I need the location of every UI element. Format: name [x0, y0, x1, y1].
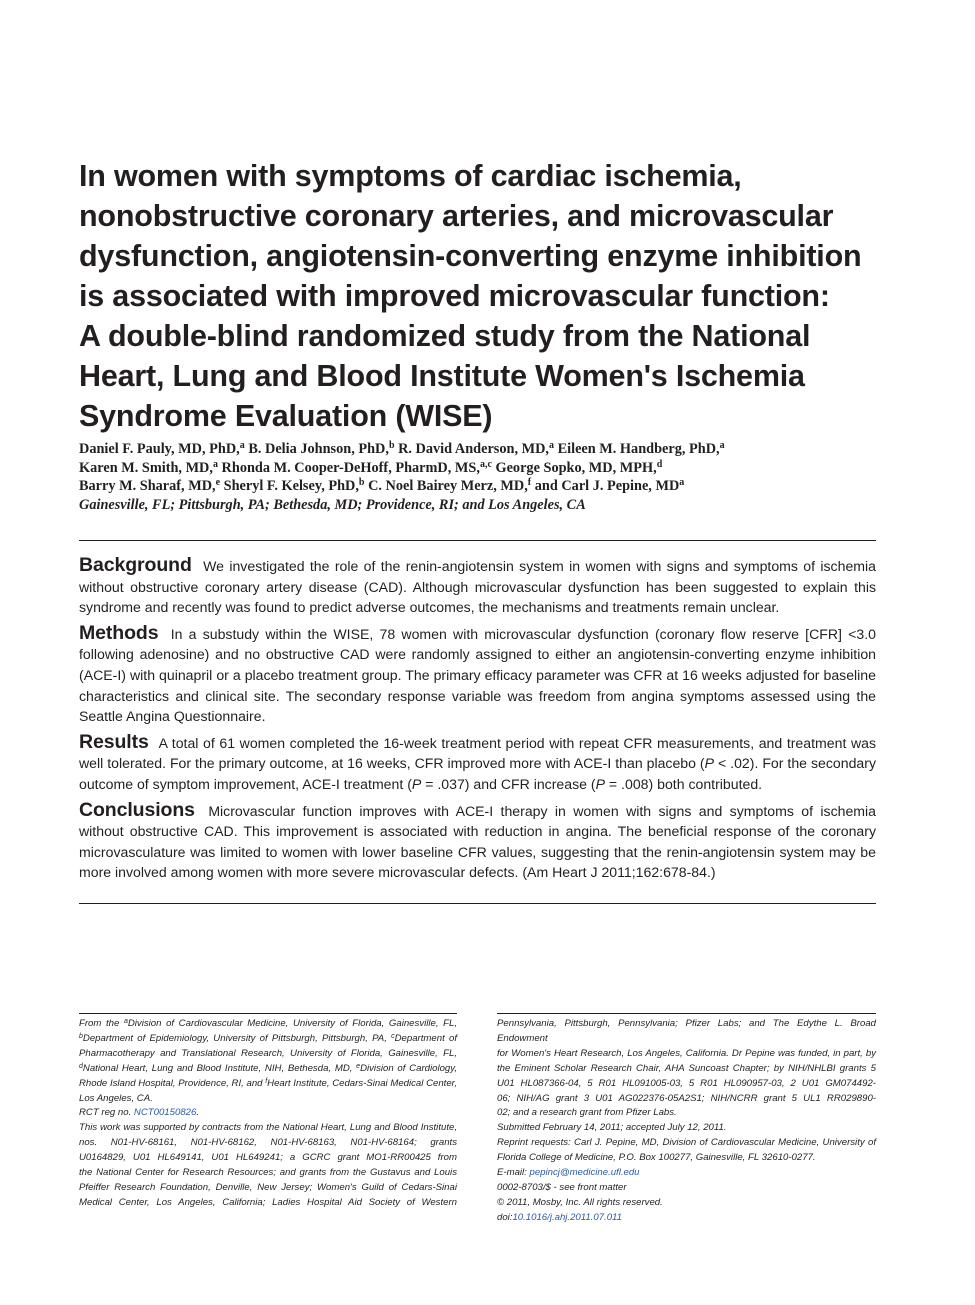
- abstract-top-rule: [79, 540, 876, 541]
- author-locations: Gainesville, FL; Pittsburgh, PA; Bethesda, MD; Providence, RI; and Los Angeles, CA: [79, 496, 586, 513]
- abstract-methods: [79, 623, 876, 727]
- section-heading: Conclusions: [79, 798, 195, 821]
- author-name: Karen M. Smith, MD,: [79, 459, 213, 476]
- footnote-text: National Heart, Lung and Blood Institute, NIH, Bethesda, MD,: [82, 1062, 357, 1074]
- footnote-line: the National Center for Research Resources; and grants from the Gustavus and Louis: [79, 1167, 457, 1179]
- title-line: In women with symptoms of cardiac ischemia,: [79, 159, 742, 193]
- footnote-text: Department of: [394, 1032, 457, 1044]
- section-heading: Background: [79, 554, 192, 576]
- author-affiliation-mark: a: [239, 440, 245, 451]
- author-line: [79, 440, 899, 459]
- footnote-line: 06; NIH/AG grant 3 U01 AG022376-05A2S1; NIH/NCRR grant 5 UL1 RR029890-: [497, 1092, 876, 1104]
- footnote-line: nos. N01-HV-68161, N01-HV-68162, N01-HV-68163, N01-HV-68164; grants: [79, 1137, 457, 1149]
- author-line: [79, 459, 899, 478]
- author-name: C. Noel Bairey Merz, MD,: [368, 478, 528, 494]
- footnote-line: 02; and a research grant from Pfizer Labs.: [497, 1107, 677, 1119]
- issn-line: 0002-8703/$ - see front matter: [497, 1181, 627, 1193]
- section-text: = .037) and CFR increase (: [421, 775, 596, 792]
- footnote-line: This work was supported by contracts from the National Heart, Lung and Blood Institute,: [79, 1122, 457, 1134]
- section-text: = .008) both contributed.: [605, 775, 763, 792]
- footnote-line: [79, 1032, 457, 1047]
- footnote-line: [497, 1211, 876, 1226]
- title-line: Syndrome Evaluation (WISE): [79, 399, 493, 433]
- section-text: We investigated the role of the renin-angiotensin system in women with signs and symptoms of ischemia without obstructive coronary artery disease (CAD). Although microvascular dysfunction has been suggested to explain this syndrome and recently was found to predict adverse outcomes, the mechanisms and treatments remain unclear.: [79, 558, 876, 616]
- author-affiliation-mark: a: [549, 440, 555, 451]
- footnote-line: [79, 1077, 457, 1092]
- footnote-text: Heart Institute, Cedars-Sinai Medical Center,: [267, 1077, 458, 1089]
- author-affiliation-mark: b: [388, 440, 395, 451]
- title-line: nonobstructive coronary arteries, and microvascular: [79, 199, 834, 233]
- footnote-text: Department of Epidemiology, University of Pittsburgh, Pittsburgh, PA,: [82, 1032, 392, 1044]
- footnote-text: doi:: [497, 1211, 513, 1223]
- author-affiliation-mark: f: [527, 477, 532, 488]
- abstract-background: [79, 555, 876, 618]
- affiliation-mark: b: [79, 1032, 83, 1040]
- section-text: < .02). For the secondary outcome of symptom improvement, ACE-I treatment (: [79, 755, 876, 792]
- submission-dates: Submitted February 14, 2011; accepted July 12, 2011.: [497, 1122, 727, 1134]
- abstract-bottom-rule: [79, 903, 876, 904]
- author-affiliation-mark: a: [719, 440, 725, 451]
- author-line: [79, 477, 899, 496]
- abstract: [79, 555, 876, 888]
- title-line: Heart, Lung and Blood Institute Women's Ischemia: [79, 359, 805, 393]
- affiliation-mark: a: [123, 1018, 128, 1025]
- affiliation-mark: c: [391, 1032, 395, 1040]
- rct-registration-link[interactable]: NCT00150826: [133, 1107, 197, 1119]
- footnote-text: Division of Cardiology,: [360, 1062, 457, 1074]
- section-text: In a substudy within the WISE, 78 women with microvascular dysfunction (coronary flow reserve [CFR] <3.0 following adenosine) and no obstructive CAD were randomly assigned to either an angiotensin-converting enzyme inhibition (ACE-I) with quinapril or a placebo treatment group. The primary efficacy parameter was CFR at 16 weeks adjusted for baseline characteristics and clinical site. The secondary response variable was freedom from angina symptoms assessed using the Seattle Angina Questionnaire.: [79, 625, 876, 725]
- section-heading: Results: [79, 730, 149, 753]
- email-link[interactable]: pepincj@medicine.ufl.edu: [529, 1167, 640, 1179]
- footnote-line: [79, 1062, 457, 1077]
- author-name: B. Delia Johnson, PhD,: [248, 441, 389, 457]
- footnote-text: Division of Cardiovascular Medicine, University of Florida, Gainesville, FL,: [127, 1018, 457, 1029]
- title-line: is associated with improved microvascular function:: [79, 279, 830, 313]
- p-value-symbol: P: [595, 775, 605, 792]
- abstract-conclusions: [79, 800, 876, 883]
- footnote-rule-left: [79, 1013, 457, 1014]
- footnote-line: the Eminent Scholar Research Chair, AHA Suncoast Chapter; by NIH/NHLBI grants 5: [497, 1062, 876, 1074]
- footnote-line: [79, 1017, 457, 1032]
- p-value-symbol: P: [704, 755, 715, 772]
- author-name: Eileen M. Handberg, PhD,: [557, 441, 720, 457]
- author-name: Barry M. Sharaf, MD,: [79, 478, 216, 494]
- author-affiliation-mark: a,c: [479, 458, 492, 470]
- copyright-line: © 2011, Mosby, Inc. All rights reserved.: [497, 1196, 663, 1208]
- footnote-text: E-mail:: [497, 1167, 530, 1179]
- author-name: George Sopko, MD, MPH,: [495, 459, 657, 476]
- footnote-line: Reprint requests: Carl J. Pepine, MD, Division of Cardiovascular Medicine, University of: [497, 1137, 876, 1149]
- footnote-line: Pennsylvania, Pittsburgh, Pennsylvania; Pfizer Labs; and The Edythe L. Broad Endowment: [497, 1018, 876, 1044]
- footnote-line: for Women's Heart Research, Los Angeles, California. Dr Pepine was funded, in part, by: [497, 1047, 876, 1059]
- footnote-rule-right: [497, 1013, 876, 1014]
- footnote-column-right: [497, 1017, 876, 1226]
- article-title: [79, 156, 899, 436]
- footnote-line: U0164829, U01 HL649141, U01 HL649241; a GCRC grant MO1-RR00425 from: [79, 1152, 457, 1164]
- author-list: [79, 440, 899, 514]
- author-affiliation-mark: a: [212, 458, 218, 470]
- title-line: A double-blind randomized study from the National: [79, 319, 811, 353]
- section-text: A total of 61 women completed the 16-week treatment period with repeat CFR measurements, and treatment was well tolerated. For the primary outcome, at 16 weeks, CFR improved more with ACE-I than placebo (: [79, 734, 877, 772]
- section-text: Microvascular function improves with ACE-I therapy in women with signs and symptoms of ischemia without obstructive CAD. This improvement is associated with reduction in angina. The beneficial response of the coronary microvasculature was limited to women with lower baseline CFR values, suggesting that the renin-angiotensin system may be more involved among women with more severe microvascular defects. (Am Heart J 2011;162:678-84.): [79, 802, 877, 881]
- author-affiliation-mark: d: [656, 458, 663, 470]
- author-affiliation-mark: b: [358, 477, 365, 488]
- footnote-text: Rhode Island Hospital, Providence, RI, and: [79, 1077, 266, 1089]
- author-name: Sheryl F. Kelsey, PhD,: [223, 478, 359, 494]
- title-line: dysfunction, angiotensin-converting enzyme inhibition: [79, 239, 862, 273]
- footnote-line: [497, 1166, 876, 1181]
- footnote-line: U01 HL087366-04, 5 R01 HL091005-03, 5 R01 HL090957-03, 2 U01 GM074492-: [497, 1077, 876, 1089]
- author-name: and Carl J. Pepine, MD: [534, 478, 680, 494]
- footnote-column-left: [79, 1017, 457, 1211]
- author-affiliation-mark: e: [215, 477, 221, 488]
- affiliation-mark: e: [356, 1062, 361, 1070]
- author-name: Rhonda M. Cooper-DeHoff, PharmD, MS,: [221, 459, 480, 476]
- footnote-line: Los Angeles, CA.: [79, 1092, 153, 1104]
- author-name: Daniel F. Pauly, MD, PhD,: [79, 441, 240, 457]
- doi-link[interactable]: 10.1016/j.ahj.2011.07.011: [512, 1211, 623, 1223]
- footnote-line: Pharmacotherapy and Translational Research, University of Florida, Gainesville, FL,: [79, 1047, 457, 1059]
- footnote-line: Pfeiffer Research Foundation, Denville, New Jersey; Women's Guild of Cedars-Sinai: [79, 1181, 457, 1193]
- affiliation-mark: f: [265, 1077, 268, 1085]
- section-heading: Methods: [79, 621, 159, 644]
- p-value-symbol: P: [411, 775, 422, 792]
- author-name: R. David Anderson, MD,: [398, 441, 550, 457]
- footnote-text: .: [196, 1107, 199, 1119]
- abstract-results: [79, 732, 876, 795]
- footnote-text: From the: [79, 1018, 124, 1029]
- affiliation-mark: d: [79, 1062, 83, 1070]
- footnote-line: Medical Center, Los Angeles, California; Ladies Hospital Aid Society of Western: [79, 1196, 457, 1208]
- author-affiliation-mark: a: [679, 477, 685, 488]
- footnote-line: [79, 1106, 457, 1121]
- footnote-line: Florida College of Medicine, P.O. Box 100277, Gainesville, FL 32610-0277.: [497, 1152, 816, 1164]
- footnote-text: RCT reg no.: [79, 1107, 134, 1119]
